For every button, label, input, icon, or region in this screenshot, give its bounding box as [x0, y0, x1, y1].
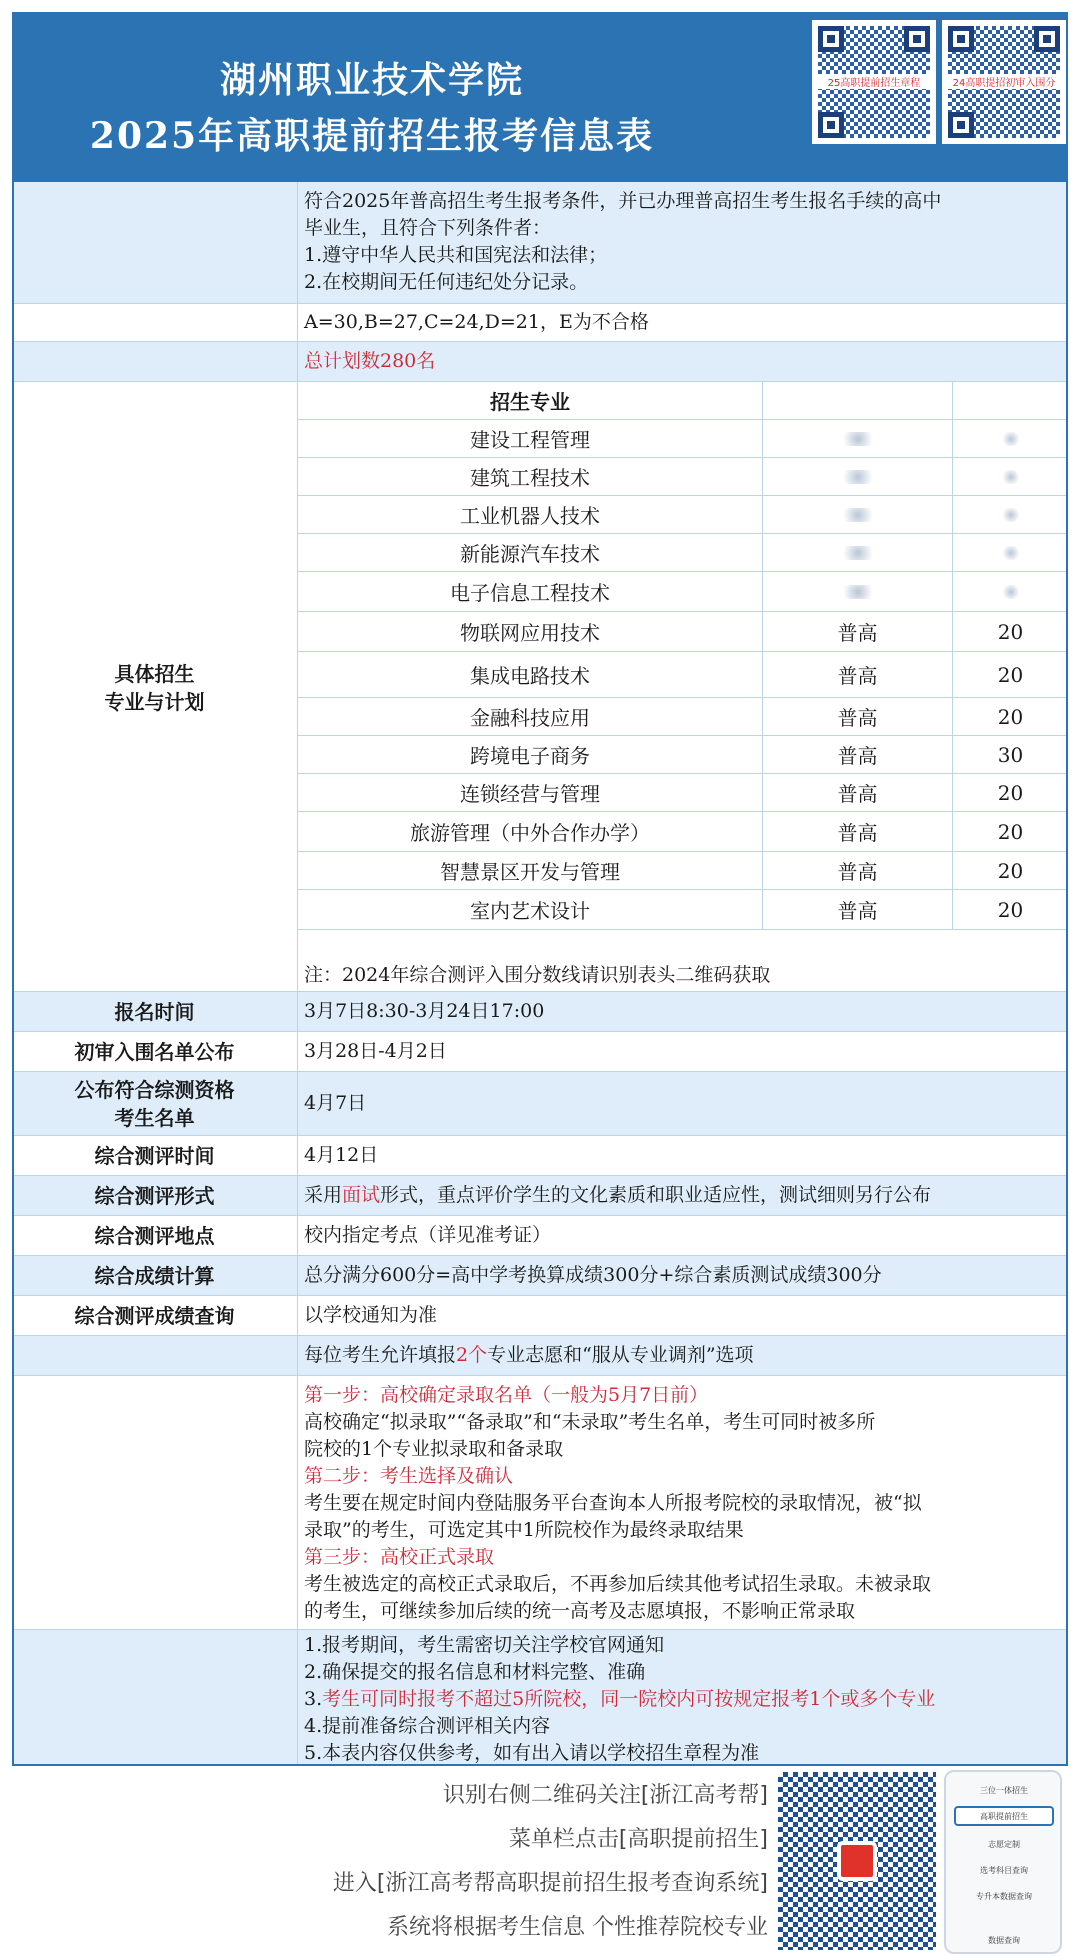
eligibility-label: [12, 180, 298, 303]
footer-line-1: 识别右侧二维码关注[浙江高考帮]: [442, 1783, 768, 1808]
major-row: [298, 890, 1068, 930]
major-count: [953, 534, 1068, 571]
major-count: [953, 572, 1068, 611]
grades-row: [12, 304, 1068, 342]
majors-header: 招生专业: [298, 382, 763, 419]
qr-code-charter[interactable]: [812, 20, 936, 144]
schedule-row-score-query: 综合测评成绩查询 以学校通知为准: [12, 1296, 1068, 1336]
major-type: 普高: [763, 652, 953, 697]
major-type: [763, 572, 953, 611]
major-count: 20: [997, 858, 1024, 883]
major-type: 普高: [763, 890, 953, 929]
major-row: [298, 612, 1068, 652]
major-row: [298, 458, 1068, 496]
major-row: [298, 736, 1068, 774]
plan-total-text: 总计划数280名: [304, 350, 436, 372]
majors-header-row: [298, 382, 1068, 420]
notes-row: [12, 1630, 1068, 1766]
schedule-row-score-calc: 综合成绩计算 总分满分600分=高中学考换算成绩300分+综合素质测试成绩300分: [12, 1256, 1068, 1296]
major-name: 电子信息工程技术: [298, 572, 763, 611]
major-type: [763, 458, 953, 495]
major-name: 物联网应用技术: [298, 612, 763, 651]
grades-text: A=30,B=27,C=24,D=21，E为不合格: [304, 311, 649, 333]
major-count: 20: [997, 704, 1024, 729]
schedule-row-shortlist: 初审入围名单公布 3月28日-4月2日: [12, 1032, 1068, 1072]
majors-label: 具体招生 专业与计划: [12, 382, 298, 994]
major-row: [298, 496, 1068, 534]
major-type: 普高: [763, 698, 953, 735]
major-type: 普高: [763, 612, 953, 651]
major-count: [953, 496, 1068, 533]
header-banner: [12, 12, 1068, 180]
major-row: [298, 534, 1068, 572]
major-row: [298, 852, 1068, 890]
brand-logo-icon: [837, 1841, 877, 1881]
major-type: [763, 496, 953, 533]
plan-total-row: [12, 342, 1068, 382]
schedule-row-test-time: 综合测评时间 4月12日: [12, 1136, 1068, 1176]
footer-line-2: 菜单栏点击[高职提前招生]: [508, 1827, 768, 1852]
major-row: [298, 698, 1068, 736]
major-count: 20: [997, 662, 1024, 687]
wish-row: [12, 1336, 1068, 1376]
major-type: [763, 420, 953, 457]
footer-line-3: 进入[浙江高考帮高职提前招生报考查询系统]: [332, 1871, 768, 1896]
major-name: 旅游管理（中外合作办学）: [298, 812, 763, 851]
majors-note: 注：2024年综合测评入围分数线请识别表头二维码获取: [304, 963, 771, 986]
school-name: 湖州职业技术学院: [219, 59, 524, 101]
schedule-row-qualified: 公布符合综测资格 考生名单 4月7日: [12, 1072, 1068, 1136]
schedule-row-signup: 报名时间 3月7日8:30-3月24日17:00: [12, 992, 1068, 1032]
major-type: 普高: [763, 852, 953, 889]
major-name: 工业机器人技术: [298, 496, 763, 533]
schedule-row-test-place: 综合测评地点 校内指定考点（详见准考证）: [12, 1216, 1068, 1256]
major-count: [953, 458, 1068, 495]
major-row: [298, 652, 1068, 698]
qr-caption: 25高职提前招生章程: [816, 74, 932, 89]
major-name: 集成电路技术: [298, 652, 763, 697]
major-name: 室内艺术设计: [298, 890, 763, 929]
footer-promo: [12, 1766, 1068, 1956]
major-name: 智慧景区开发与管理: [298, 852, 763, 889]
wish-text: 每位考生允许填报2个专业志愿和“服从专业调剂”选项: [304, 1344, 754, 1366]
footer-qr-code-icon[interactable]: [778, 1772, 936, 1950]
major-type: 普高: [763, 736, 953, 773]
majors-note-row: [298, 954, 1068, 992]
major-count: 20: [997, 897, 1024, 922]
major-count: [953, 420, 1068, 457]
major-name: 金融科技应用: [298, 698, 763, 735]
admission-row: [12, 1376, 1068, 1630]
major-row: [298, 572, 1068, 612]
major-name: 跨境电子商务: [298, 736, 763, 773]
major-type: 普高: [763, 774, 953, 811]
major-name: 建设工程管理: [298, 420, 763, 457]
major-row: [298, 420, 1068, 458]
major-type: [763, 534, 953, 571]
plan-total-label: [12, 342, 298, 381]
eligibility-row: [12, 180, 1068, 304]
major-count: 20: [997, 819, 1024, 844]
notes-list: 1.报考期间，考生需密切关注学校官网通知 2.确保提交的报名信息和材料完整、准确 3.考生可同时报考不超过5所院校，同一院校内可按规定报考1个或多个专业 4.提前准备综合测评相关内容 5.本表内容仅供参考，如有出入请以学校招生章程为准: [304, 1634, 936, 1764]
major-name: 连锁经营与管理: [298, 774, 763, 811]
major-type: 普高: [763, 812, 953, 851]
footer-line-4: 系统将根据考生信息 个性推荐院校专业: [387, 1915, 768, 1940]
major-count: 20: [997, 780, 1024, 805]
major-name: 建筑工程技术: [298, 458, 763, 495]
major-count: 30: [997, 742, 1024, 767]
schedule-row-test-form: 综合测评形式 采用面试形式，重点评价学生的文化素质和职业适应性，测试细则另行公布: [12, 1176, 1068, 1216]
majors-block: [12, 382, 1068, 992]
major-row: [298, 774, 1068, 812]
page-title: 2025年高职提前招生报考信息表: [89, 115, 655, 157]
major-row: [298, 812, 1068, 852]
eligibility-text: 符合2025年普高招生考生报考条件，并已办理普高招生考生报名手续的高中 毕业生，且符合下列条件者： 1.遵守中华人民共和国宪法和法律； 2.在校期间无任何违纪处分记录。: [304, 190, 942, 293]
grades-label: [12, 304, 298, 341]
qr-code-score[interactable]: [942, 20, 1066, 144]
major-name: 新能源汽车技术: [298, 534, 763, 571]
phone-menu-preview: 三位一体招生 高职提前招生 志愿定制 选考科目查询 专升本数据查询 数据查询: [944, 1770, 1062, 1954]
major-count: 20: [997, 619, 1024, 644]
qr-caption: 24高职提招初审入围分: [946, 74, 1062, 89]
admission-steps: 第一步：高校确定录取名单（一般为5月7日前） 高校确定“拟录取”“备录取”和“未录取”考生名单，考生可同时被多所 院校的1个专业拟录取和备录取 第二步：考生选择及确认 考生要在规定时间内登陆服务平台查询本人所报考院校的录取情况，被“拟 录取”的考生，可选定其中1所院校作为最终录取结果 第三步：高校正式录取 考生被选定的高校正式录取后，不再参加后续其他考试招生录取。未被录取 的考生，可继续参加后续的统一高考及志愿填报，不影响正常录取: [304, 1384, 932, 1622]
